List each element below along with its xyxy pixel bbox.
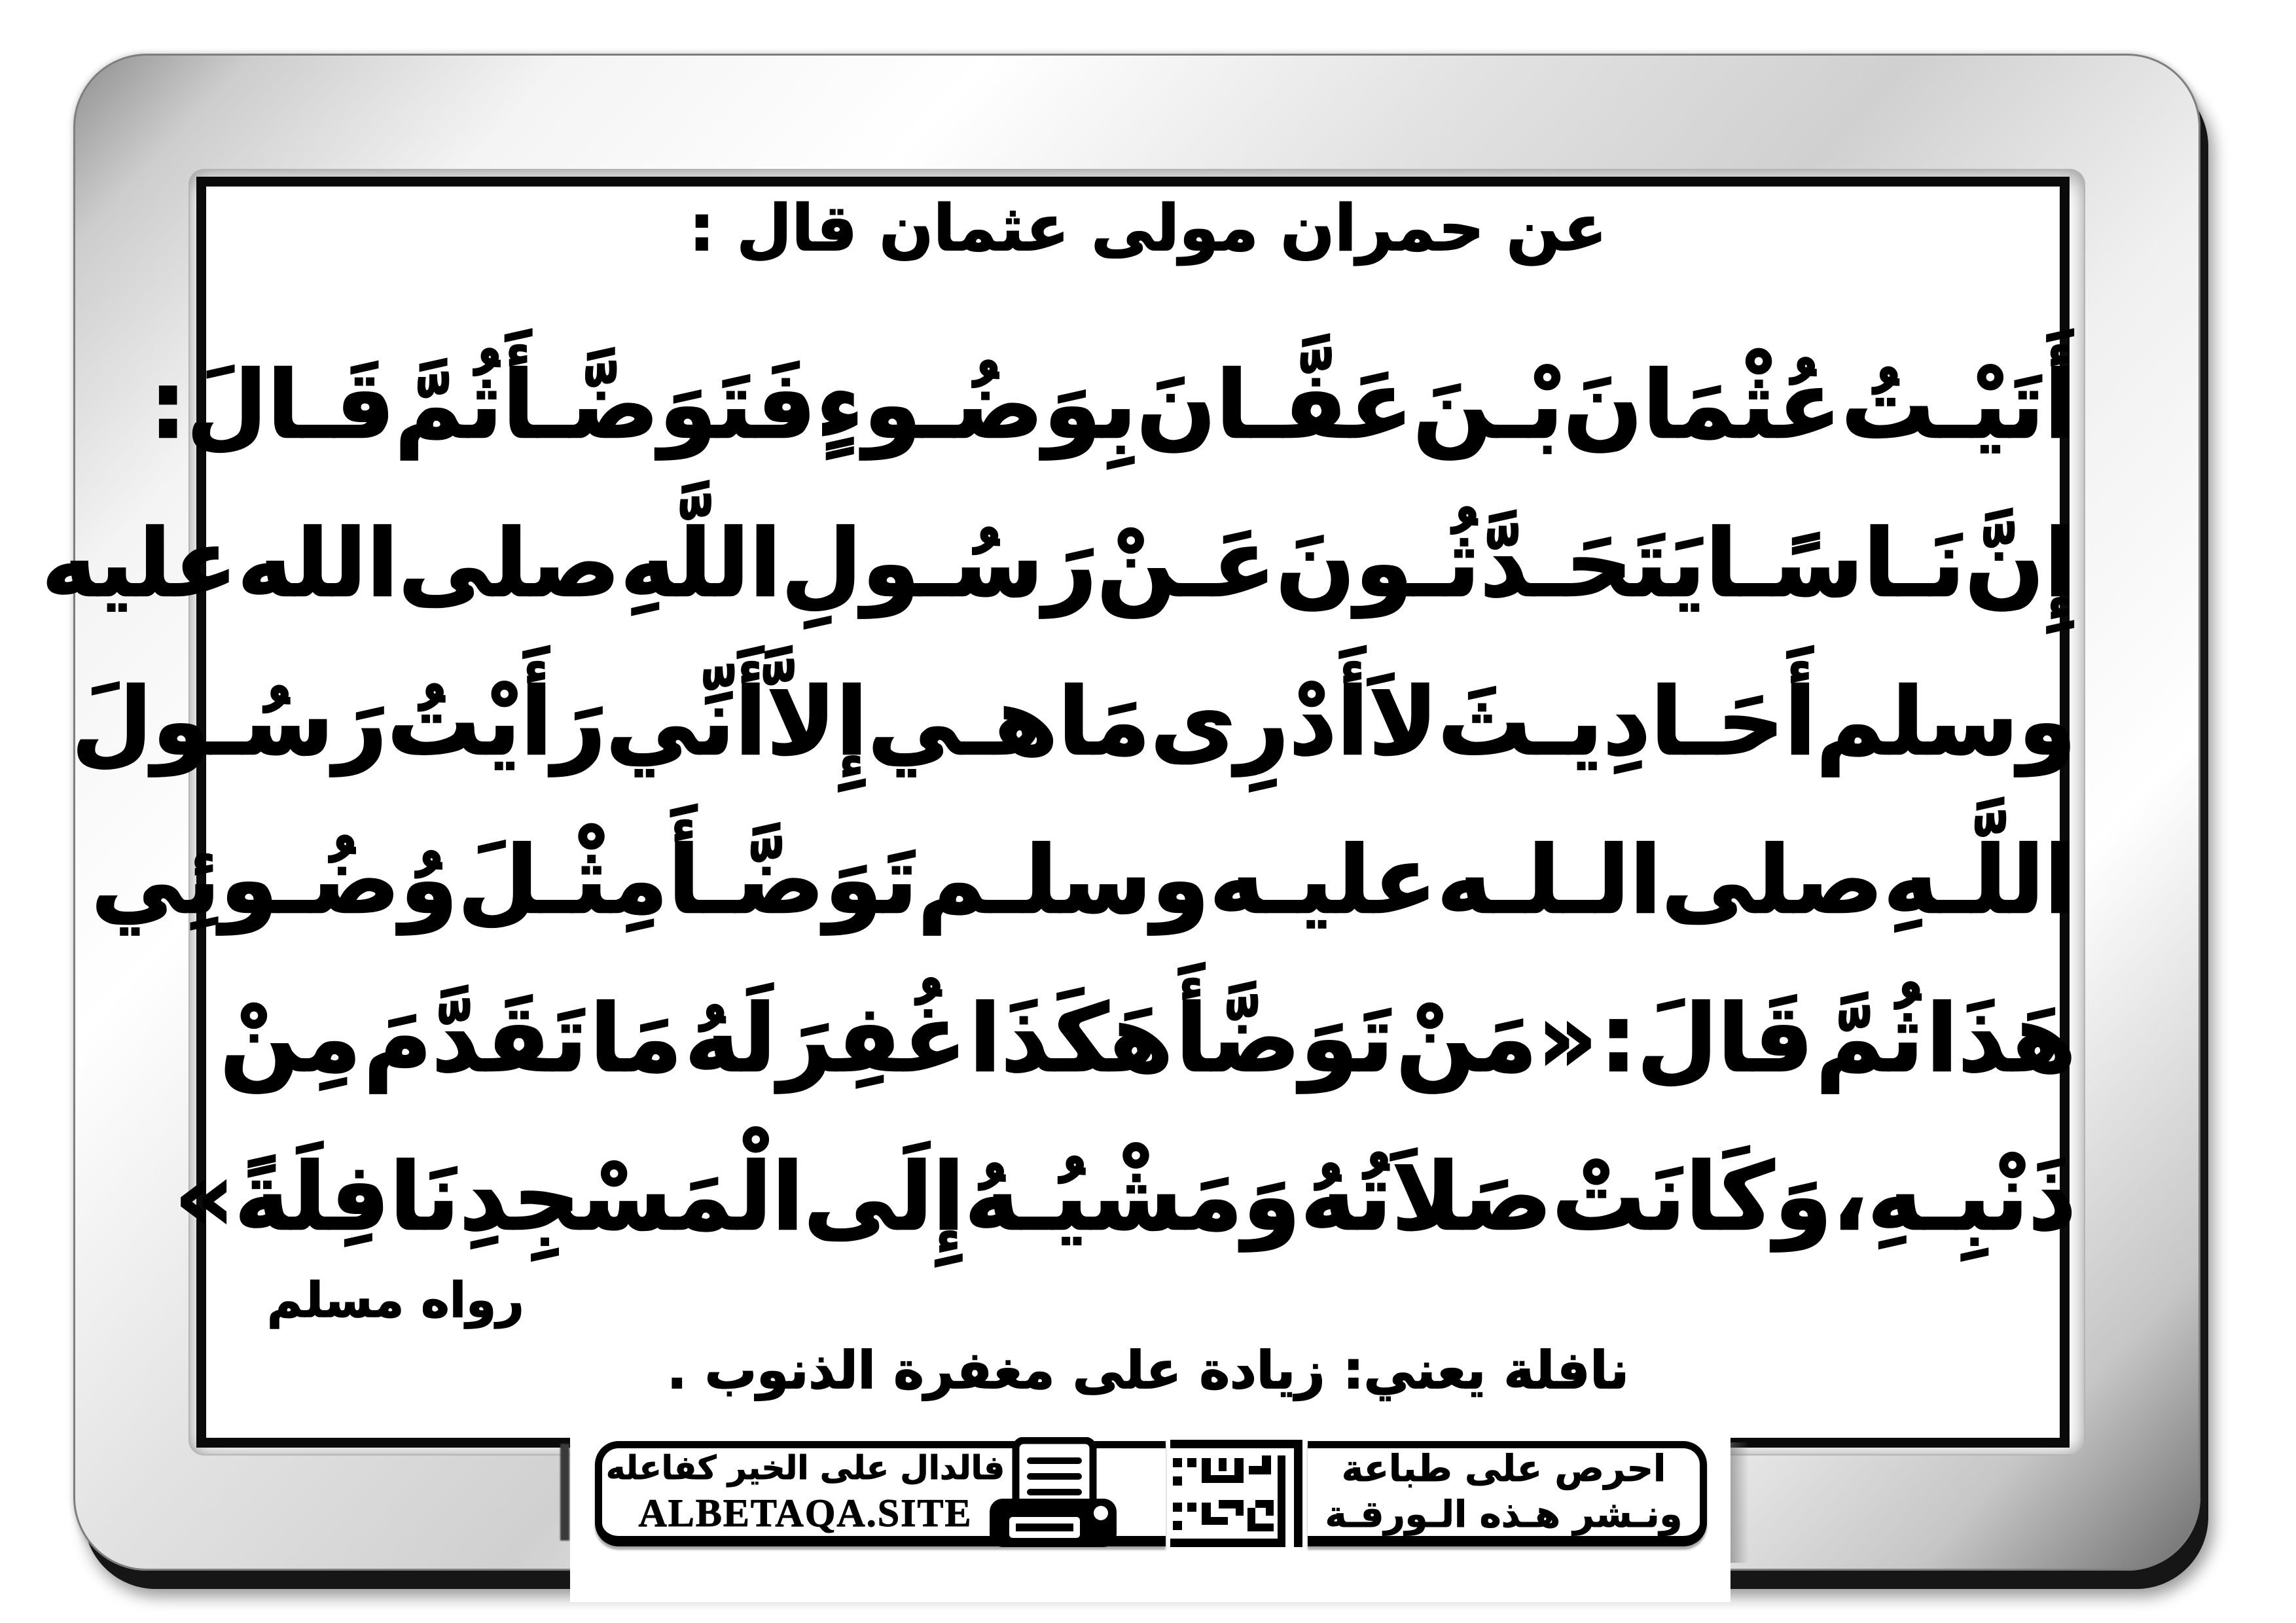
hadith-line-4: اللَّـهِ صلى الـلـه عليـه وسلـم تَوَضَّـأَ مِثْـلَ وُضُـوئِي [91,826,2076,935]
footnote-explanation: نافلة يعني: زيادة على مغفرة الذنوب . [667,1340,1629,1400]
hadith-line-3: وسلم أَحَـادِيـثَ لاَ أَدْرِى مَا هـي إِلاَّ أَنِّي رَأَيْتُ رَسُـولَ [71,668,2076,776]
hadith-line-1: أَتَيْـتُ عُثْمَانَ بْـنَ عَفَّـانَ بِوَضُـوءٍ فَتَوَضَّـأَ ثُمَّ قَـالَ: [149,351,2076,459]
hadith-line-6: ذَنْبِـهِ ، وَكَانَتْ صَلاَتُهُ وَمَشْيُـهُ إِلَى الْمَسْجِدِ نَافِلَةً » [174,1143,2076,1251]
albetaqa-kufic-logo [1170,1440,1302,1547]
frame-cut-edge-left [560,1444,569,1541]
hadith-line-2: إِنَّ نَـاسًـا يَتَحَـدَّثُـونَ عَـنْ رَسُـولِ اللَّهِ صلى الله عليه [41,509,2076,618]
printer-icon [988,1437,1118,1548]
print-message-line-2: ونـشر هـذه الـورقـة [1325,1493,1683,1536]
hadith-text-block [41,326,2076,1276]
footer-slogan: فالدال على الخير كفاعله [605,1448,1005,1487]
footer-print-box [1308,1441,1707,1546]
hadith-narrator-intro: عن حمران مولى عثمان قال : [689,191,1607,265]
hadith-line-5: هَذَا ثُمَّ قَالَ: «مَنْ تَوَضَّأَ هَكَذَا غُفِرَ لَهُ مَا تَقَدَّمَ مِنْ [220,984,2076,1093]
site-url: ALBETAQA.SITE [638,1491,973,1535]
print-message-line-1: احرص على طباعة [1341,1447,1666,1490]
hadith-source: رواه مسلم [267,1272,524,1329]
frame-cut-edge-right [1731,1442,1749,1563]
